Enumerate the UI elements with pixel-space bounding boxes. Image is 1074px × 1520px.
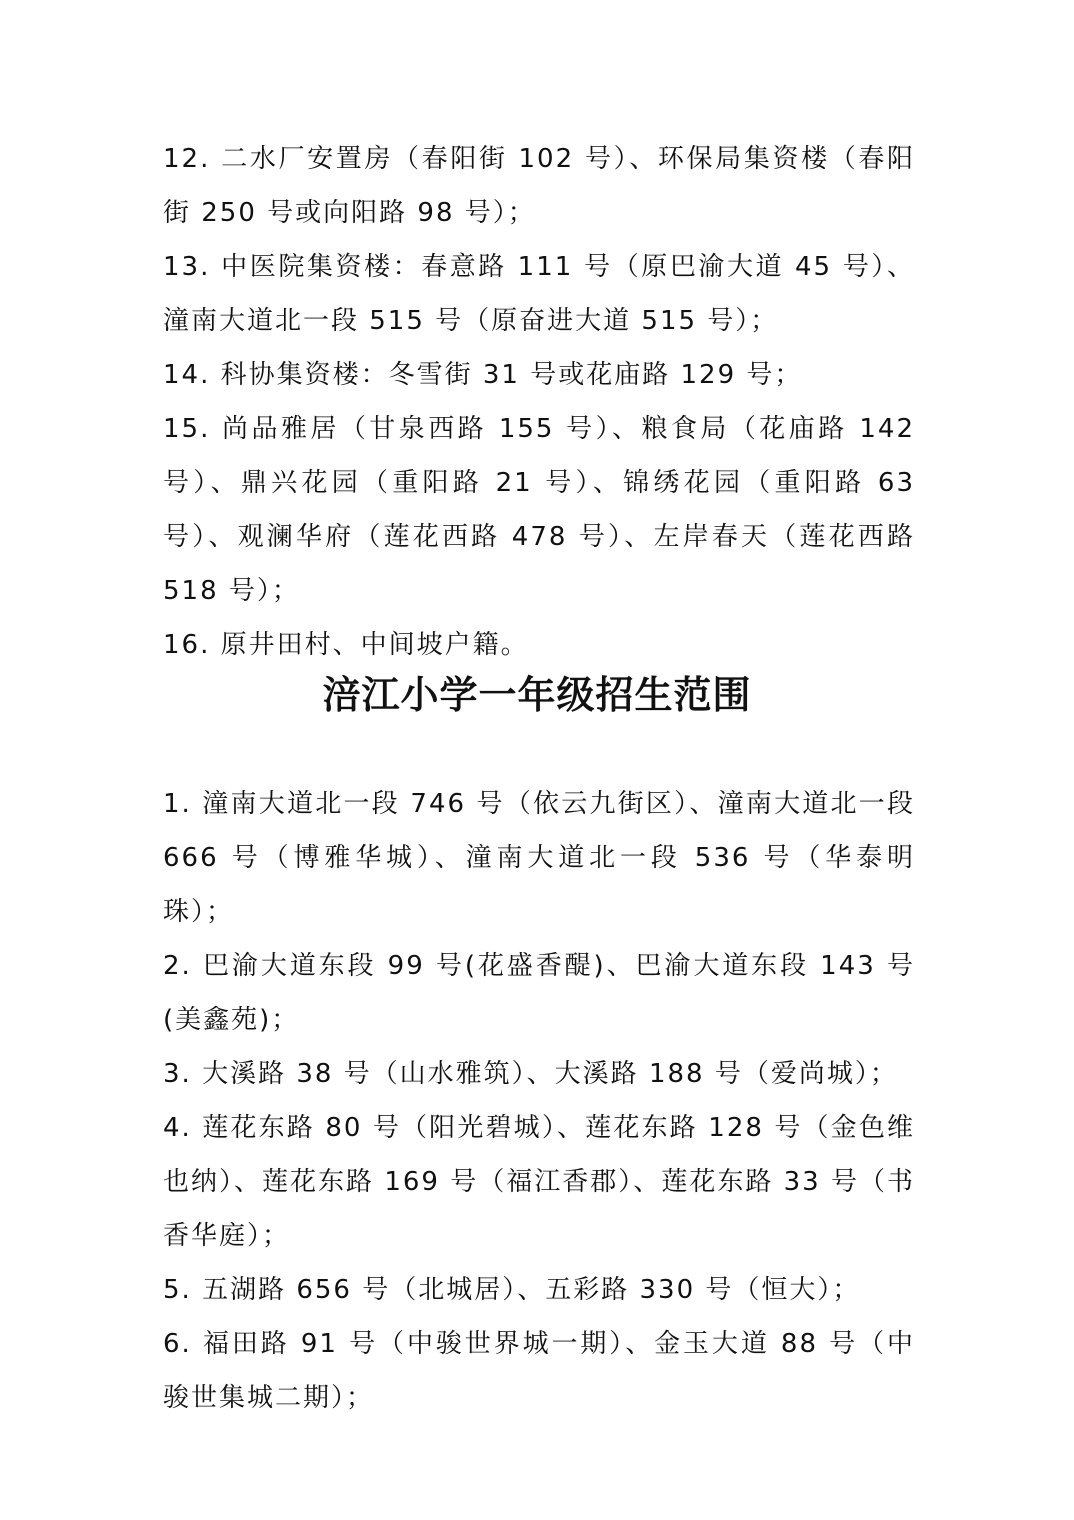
list-item-3: 3. 大溪路 38 号（山水雅筑）、大溪路 188 号（爱尚城）； xyxy=(163,1059,898,1089)
list-item-4: 4. 莲花东路 80 号（阳光碧城）、莲花东路 128 号（金色维也纳）、莲花东路 169 号（福江香郡）、莲花东路 33 号（书香华庭）； xyxy=(163,1113,915,1251)
list-item-2: 2. 巴渝大道东段 99 号(花盛香醍)、巴渝大道东段 143 号(美鑫苑)； xyxy=(163,951,915,1035)
fujiang-school-enrollment-list xyxy=(163,777,915,1425)
section-title: 涪江小学一年级招生范围 xyxy=(322,672,752,717)
list-item-5: 5. 五湖路 656 号（北城居）、五彩路 330 号（恒大）； xyxy=(163,1275,861,1305)
list-item-12: 12. 二水厂安置房（春阳街 102 号）、环保局集资楼（春阳街 250 号或向阳路 98 号）； xyxy=(163,144,915,228)
list-item-14: 14. 科协集资楼：冬雪街 31 号或花庙路 129 号； xyxy=(163,360,803,390)
list-item-16: 16. 原井田村、中间坡户籍。 xyxy=(163,630,529,660)
list-item-15: 15. 尚品雅居（甘泉西路 155 号）、粮食局（花庙路 142 号）、鼎兴花园（重阳路 21 号）、锦绣花园（重阳路 63 号）、观澜华府（莲花西路 478 号）、左岸春天（莲花西路 518 号）； xyxy=(163,414,915,606)
list-item-13: 13. 中医院集资楼：春意路 111 号（原巴渝大道 45 号）、潼南大道北一段 515 号（原奋进大道 515 号）； xyxy=(163,252,915,336)
enrollment-list-continued xyxy=(163,132,915,672)
list-item-1: 1. 潼南大道北一段 746 号（依云九街区）、潼南大道北一段 666 号（博雅华城）、潼南大道北一段 536 号（华泰明珠）； xyxy=(163,789,915,927)
list-item-6: 6. 福田路 91 号（中骏世界城一期）、金玉大道 88 号（中骏世集城二期）； xyxy=(163,1329,915,1413)
